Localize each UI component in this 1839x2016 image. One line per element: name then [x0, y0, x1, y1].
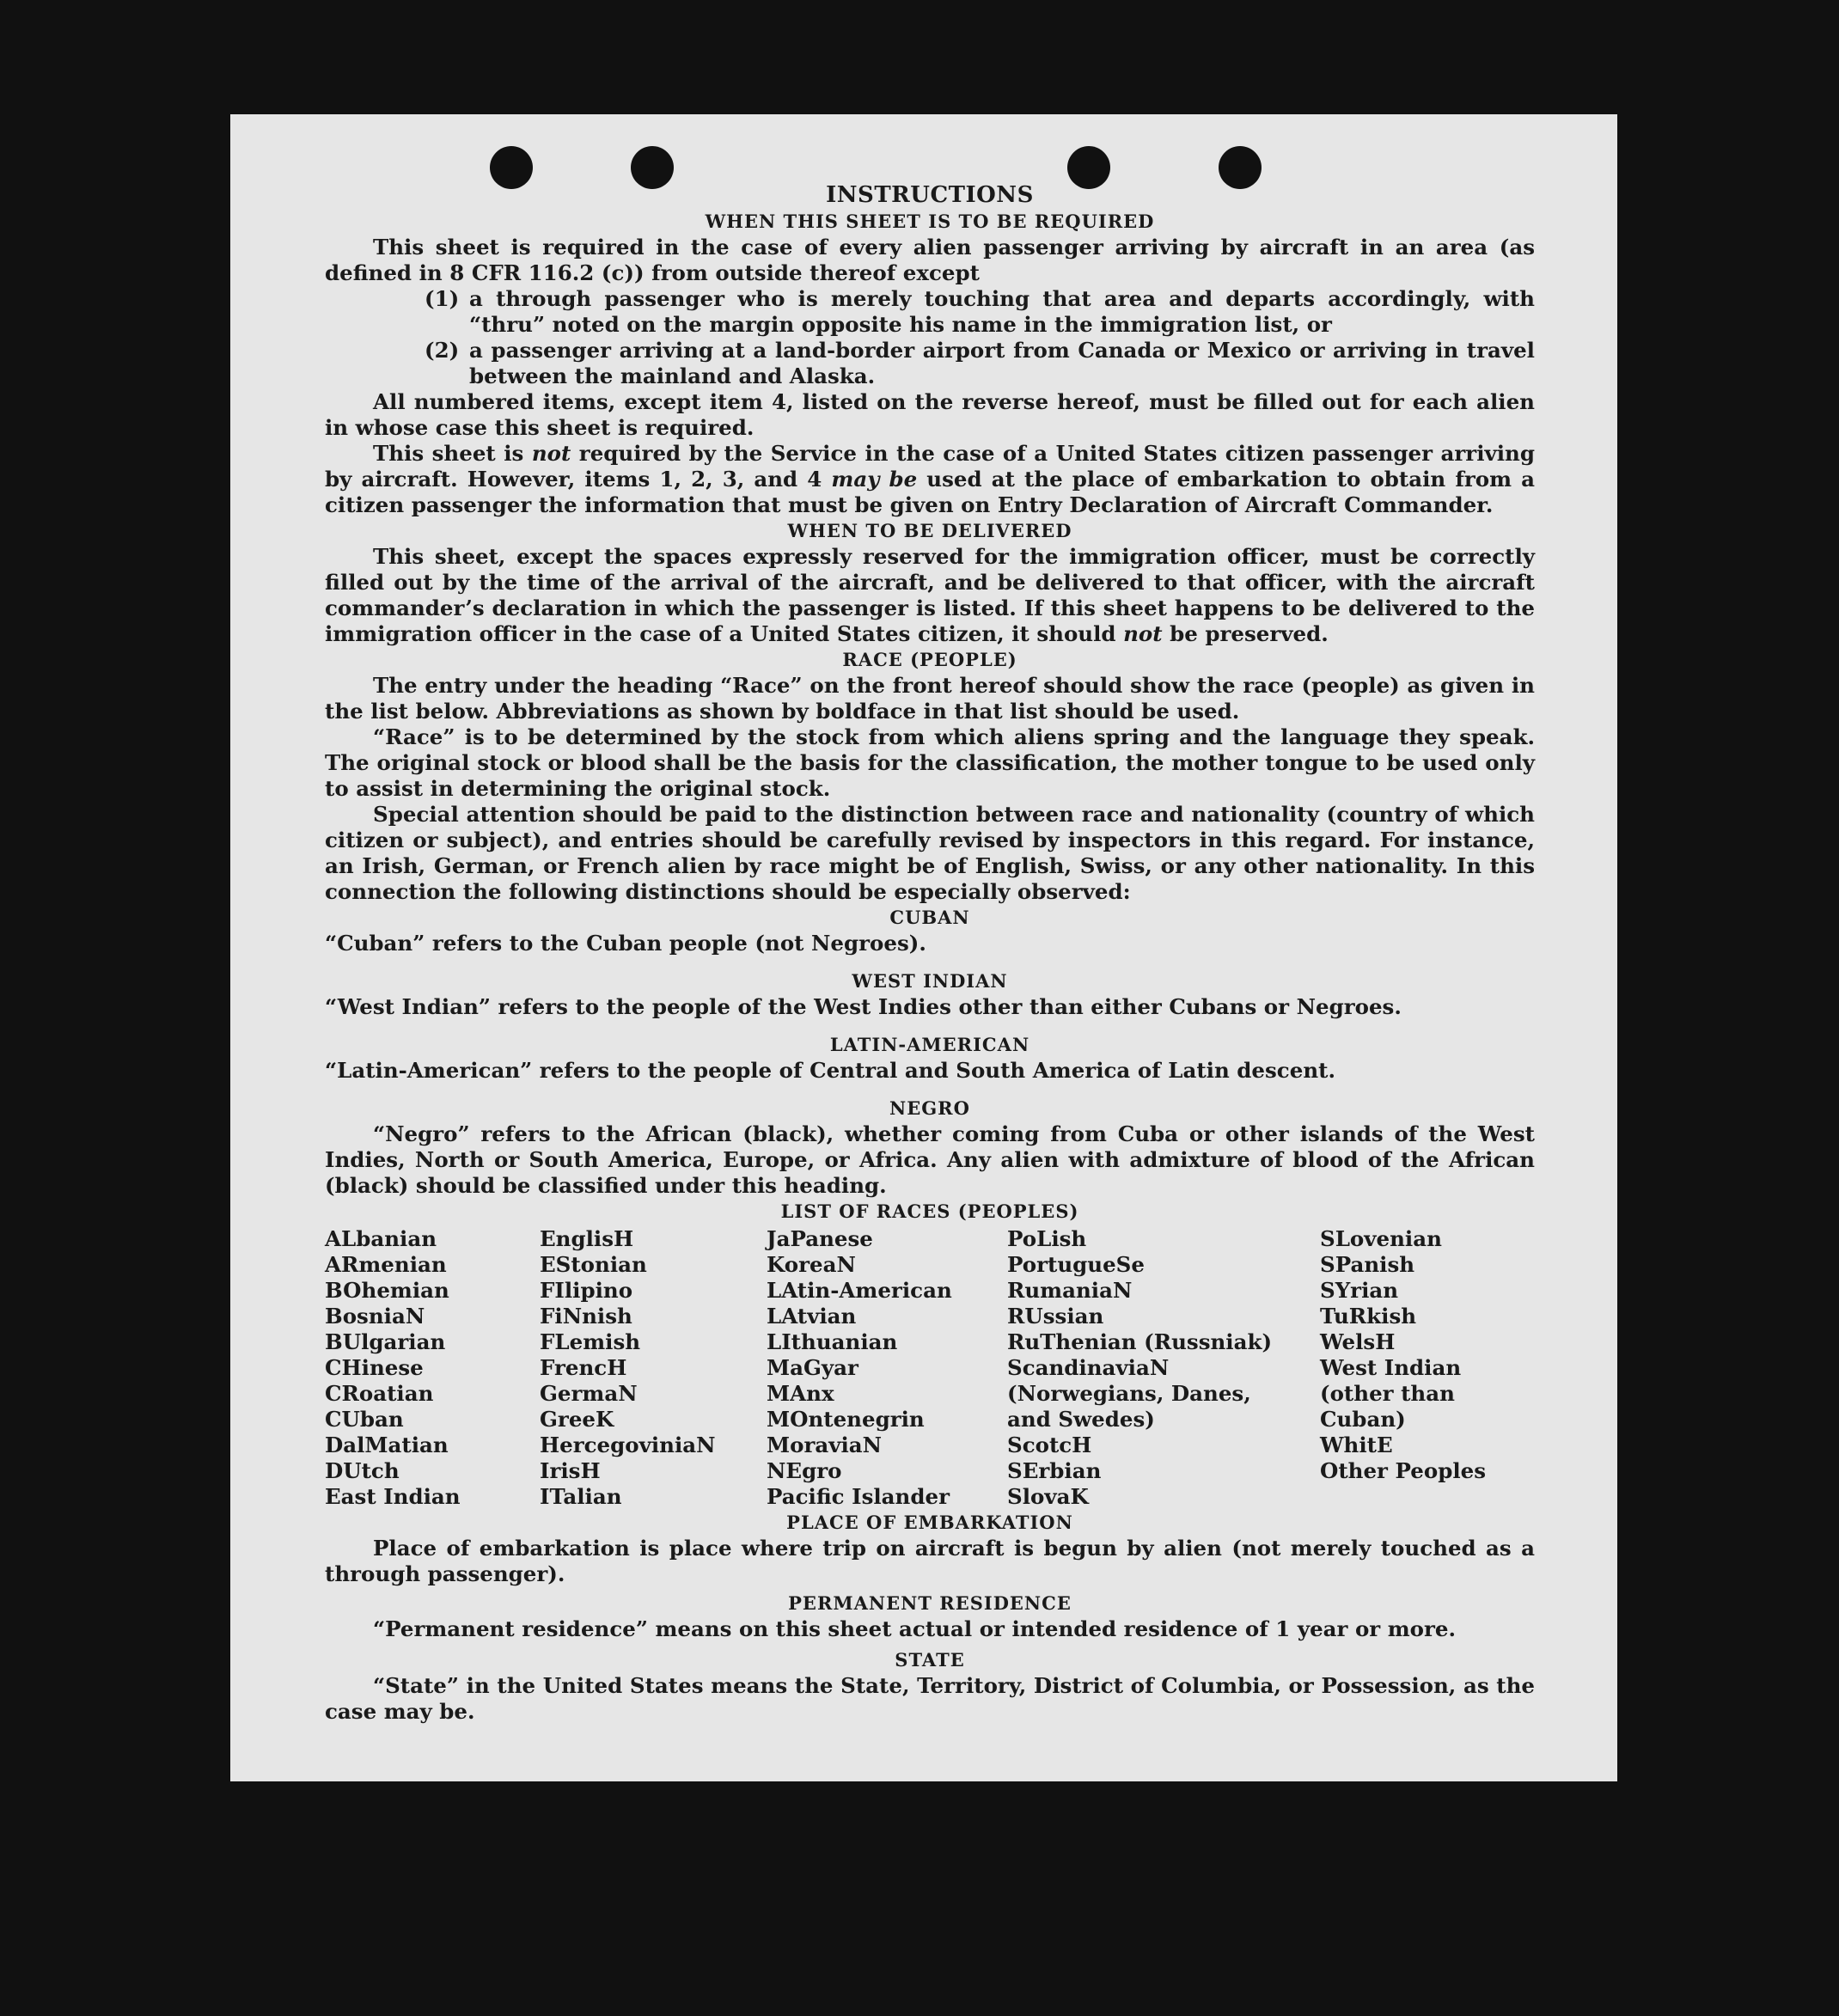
races-column: [325, 1226, 540, 1510]
race-entry: SYrian: [1320, 1278, 1399, 1303]
section-heading: LATIN-AMERICAN: [829, 1034, 1030, 1055]
race-entry: EnglisH: [540, 1226, 634, 1251]
section-heading: WEST INDIAN: [852, 970, 1008, 992]
list-item: [425, 286, 1535, 338]
race-entry: SLovenian: [1320, 1226, 1442, 1251]
paragraph: All numbered items, except item 4, listed on the reverse hereof, must be filled out for each alien in whose case this sheet is required.: [325, 389, 1535, 440]
race-entry: RuThenian (Russniak): [1007, 1329, 1273, 1354]
race-entry: GreeK: [540, 1407, 614, 1432]
paragraph: Special attention should be paid to the distinction between race and nationality (country of which citizen or subject), and entries should be carefully revised by inspectors in this regard. For instance, an Irish, German, or French alien by race might be of English, Swiss, or any other nationality. In this connection the following distinctions should be especially observed:: [325, 802, 1535, 904]
race-entry: East Indian: [325, 1484, 461, 1509]
race-entry: LIthuanian: [767, 1329, 898, 1354]
race-entry: LAtin-American: [767, 1278, 952, 1303]
race-entry: KoreaN: [767, 1252, 856, 1277]
race-entry: DUtch: [325, 1458, 400, 1483]
race-entry: ScandinaviaN (Norwegians, Danes, and Swedes): [1007, 1355, 1251, 1432]
paragraph: The entry under the heading “Race” on the front hereof should show the race (people) as given in the list below. Abbreviations as shown by boldface in that list should be used.: [325, 673, 1535, 724]
race-entry: JaPanese: [767, 1226, 873, 1251]
race-entry: EStonian: [540, 1252, 647, 1277]
race-entry: West Indian (other than Cuban): [1320, 1355, 1462, 1432]
section-heading: PLACE OF EMBARKATION: [786, 1512, 1073, 1533]
race-entry: MoraviaN: [767, 1433, 883, 1457]
race-entry: ARmenian: [325, 1252, 447, 1277]
race-entry: PortugueSe: [1007, 1252, 1145, 1277]
races-column: [1007, 1226, 1320, 1510]
text-run: be preserved.: [1162, 621, 1329, 646]
paragraph: “Negro” refers to the African (black), whether coming from Cuba or other islands of the West Indies, North or South America, Europe, or Africa. Any alien with admixture of blood of the African (black) should be classified under this heading.: [325, 1121, 1535, 1198]
instructions-content: [325, 181, 1535, 1725]
races-column: [1320, 1226, 1535, 1510]
text-run-italic: not: [531, 441, 571, 466]
race-entry: NEgro: [767, 1458, 842, 1483]
race-entry: CRoatian: [325, 1381, 434, 1406]
race-entry: FrencH: [540, 1355, 627, 1380]
races-list: [325, 1226, 1535, 1510]
page-title: INSTRUCTIONS: [826, 182, 1034, 208]
section-heading: LIST OF RACES (PEOPLES): [780, 1200, 1079, 1222]
paragraph: “Permanent residence” means on this sheet actual or intended residence of 1 year or more.: [373, 1616, 1457, 1641]
race-entry: FiNnish: [540, 1304, 632, 1329]
paragraph: Place of embarkation is place where trip on aircraft is begun by alien (not merely touched as a through passenger).: [325, 1536, 1535, 1586]
race-entry: ScotcH: [1007, 1433, 1092, 1457]
race-entry: CHinese: [325, 1355, 424, 1380]
item-text: a passenger arriving at a land-border airport from Canada or Mexico or arriving in travel between the mainland and Alaska.: [469, 338, 1535, 388]
race-entry: SErbian: [1007, 1458, 1102, 1483]
race-entry: WhitE: [1320, 1433, 1393, 1457]
race-entry: MAnx: [767, 1381, 834, 1406]
race-entry: BOhemian: [325, 1278, 449, 1303]
text-run-italic: not: [1123, 621, 1163, 646]
item-text: a through passenger who is merely touching that area and departs accordingly, with “thru” noted on the margin opposite his name in the immigration list, or: [469, 286, 1535, 337]
section-heading: CUBAN: [889, 907, 970, 928]
races-column: [540, 1226, 767, 1510]
section-heading: PERMANENT RESIDENCE: [788, 1592, 1072, 1614]
race-entry: IrisH: [540, 1458, 601, 1483]
race-entry: TuRkish: [1320, 1304, 1417, 1329]
text-run-italic: may be: [831, 467, 918, 492]
text-run: This sheet is: [373, 441, 532, 466]
definition: “Cuban” refers to the Cuban people (not Negroes).: [325, 931, 926, 956]
race-entry: Other Peoples: [1320, 1458, 1487, 1483]
race-entry: ALbanian: [325, 1226, 437, 1251]
item-number: (2): [425, 338, 460, 363]
list-item: [425, 338, 1535, 389]
section-heading: RACE (PEOPLE): [842, 649, 1017, 670]
paragraph: [325, 441, 1535, 518]
race-entry: RUssian: [1007, 1304, 1104, 1329]
definition: “West Indian” refers to the people of the West Indies other than either Cubans or Negroes.: [325, 994, 1402, 1019]
item-number: (1): [425, 286, 460, 311]
race-entry: SlovaK: [1007, 1484, 1089, 1509]
race-entry: Pacific Islander: [767, 1484, 950, 1509]
text-run: required by the Service in the case of a United States citizen passenger arriving by aircraft. However, items 1, 2, 3, and 4: [325, 441, 1536, 492]
race-entry: ITalian: [540, 1484, 622, 1509]
definition: “Latin-American” refers to the people of Central and South America of Latin descent.: [325, 1058, 1335, 1083]
race-entry: BUlgarian: [325, 1329, 446, 1354]
races-column: [767, 1226, 1007, 1510]
race-entry: FLemish: [540, 1329, 641, 1354]
text-run: used at the place of embarkation to obtain from a citizen passenger the information that must be given on Entry Declaration of Aircraft Commander.: [325, 467, 1535, 517]
race-entry: DalMatian: [325, 1433, 449, 1457]
paragraph: This sheet is required in the case of every alien passenger arriving by aircraft in an area (as defined in 8 CFR 116.2 (c)) from outside thereof except: [325, 235, 1535, 285]
race-entry: HercegoviniaN: [540, 1433, 716, 1457]
race-entry: FIlipino: [540, 1278, 633, 1303]
text-run: This sheet, except the spaces expressly reserved for the immigration officer, must be correctly filled out by the time of the arrival of the aircraft, and be delivered to that officer, with the aircraft commander’s declaration in which the passenger is listed. If this sheet happens to be delivered to the immigration officer in the case of a United States citizen, it should: [325, 544, 1535, 646]
section-heading: WHEN THIS SHEET IS TO BE REQUIRED: [705, 211, 1155, 232]
race-entry: PoLish: [1007, 1226, 1087, 1251]
race-entry: RumaniaN: [1007, 1278, 1133, 1303]
race-entry: GermaN: [540, 1381, 638, 1406]
race-entry: WelsH: [1320, 1329, 1396, 1354]
paragraph: “Race” is to be determined by the stock from which aliens spring and the language they speak. The original stock or blood shall be the basis for the classification, the mother tongue to be used only to assist in determining the original stock.: [325, 724, 1535, 801]
document-page: [230, 114, 1617, 1781]
race-entry: BosniaN: [325, 1304, 425, 1329]
race-entry: SPanish: [1320, 1252, 1415, 1277]
paragraph: “State” in the United States means the State, Territory, District of Columbia, or Possession, as the case may be.: [325, 1673, 1535, 1724]
race-entry: LAtvian: [767, 1304, 857, 1329]
section-heading: STATE: [895, 1649, 965, 1671]
race-entry: CUban: [325, 1407, 404, 1432]
paragraph: [325, 544, 1535, 647]
section-heading: WHEN TO BE DELIVERED: [787, 520, 1072, 541]
race-entry: MaGyar: [767, 1355, 858, 1380]
section-heading: NEGRO: [889, 1097, 970, 1119]
race-entry: MOntenegrin: [767, 1407, 925, 1432]
